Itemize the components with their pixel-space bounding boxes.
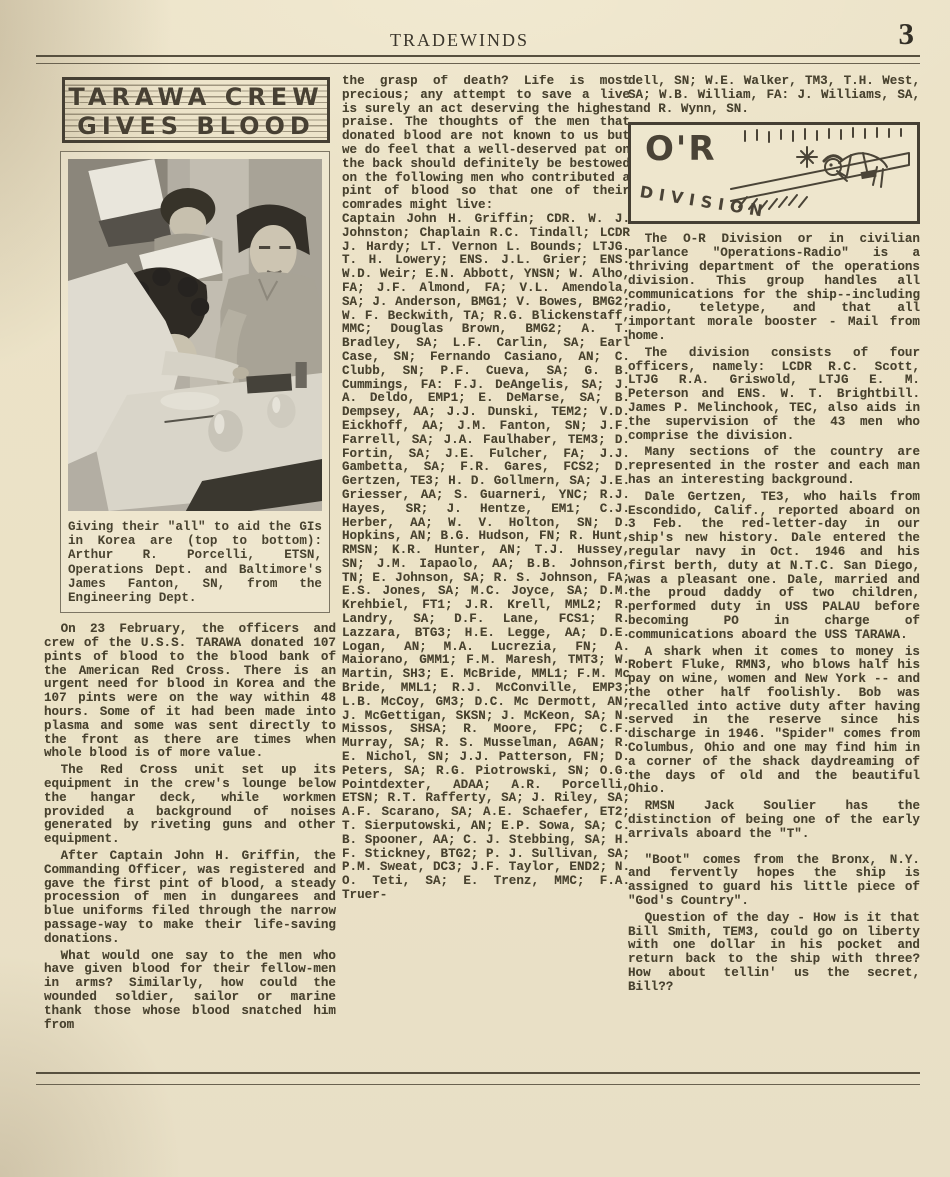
or-division-paragraph-3: Many sections of the country are represented in the roster and each man has an interesting background. [628, 445, 920, 487]
or-division-paragraph-7: "Boot" comes from the Bronx, N.Y. and fervently hopes the ship is assigned to guard his little piece of "God's Country". [628, 852, 920, 909]
blood-article-paragraph-1: On 23 February, the officers and crew of the U.S.S. TARAWA donated 107 pints of blood to the blood bank of the American Red Cross. There is an urgent need for blood in Korea and the 107 pints were on the way within 48 hours. Some of it had been made into plasma and some was sent directly to the front as there are times when whole blood is of more value. [44, 622, 336, 761]
page-number: 3 [898, 16, 914, 51]
radio-operator-cartoon-icon [729, 127, 915, 221]
middle-column [342, 75, 630, 1073]
left-column [44, 75, 336, 1075]
masthead-title: TRADEWINDS [390, 30, 529, 50]
or-division-paragraph-2: The division consists of four officers, namely: LCDR R.C. Scott, LTJG R.A. Griswold, LTJG E. M. Peterson and ENS. W. T. Brightbill. James P. Melinchook, TEC, also aids in the supervision of the 43 men who comprise the division. [628, 345, 920, 443]
photo-caption: Giving their "all" to aid the GIs in Korea are (top to bottom): Arthur R. Porcelli, ETSN, Operations Dept. and Baltimore's James Fanton, SN, from the Engineering Dept. [68, 520, 322, 606]
or-division-paragraph-4: Dale Gertzen, TE3, who hails from Escondido, Calif., reported aboard on 3 Feb. the red-letter-day in our ship's new history. Dale entered the regular navy in Oct. 1946 and his first berth, duty at N.T.C. San Diego, was a pleasant one. Dale, married and the proud daddy of two children, performed duty in USS PALAU before becoming PO in charge of communications aboard the USS TARAWA. [628, 489, 920, 642]
or-division-header-box [628, 122, 920, 224]
header-double-rule [36, 55, 920, 64]
or-division-paragraph-6: RMSN Jack Soulier has the distinction of being one of the early arrivals aboard the "T". [628, 799, 920, 841]
blood-article-paragraph-3: After Captain John H. Griffin, the Commanding Officer, was registered and gave the first pint of blood, a steady procession of men in dungarees and blue uniforms filed through the narrow passage-way to make their life-saving donations. [44, 848, 336, 946]
blood-article-paragraph-2: The Red Cross unit set up its equipment in the crew's lounge below the hangar deck, while workmen provided a background of noises generated by riveting guns and other equipment. [44, 763, 336, 847]
or-division-paragraph-5: A shark when it comes to money is Robert Fluke, RMN3, who blows half his pay on wine, women and New York -- and the other half foolishly. Bob was recalled into active duty after having served in the reserve since his discharge in 1946. "Spider" comes from Columbus, Ohio and one may find him in a corner of the shack daydreaming of the days of old and the beautiful Ohio. [628, 644, 920, 797]
headline-line-2: GIVES BLOOD [77, 112, 315, 140]
blood-article-headline-box [62, 77, 330, 143]
blood-donor-roster: Captain John H. Griffin; CDR. W. J. Johnston; Chaplain R.C. Tindall; LCDR J. Hardy; LT. Vernon L. Bounds; LTJG. T. H. Lowery; ENS. J.L. Grier; ENS. W.D. Weir; E.N. Abbott, YNSN; W. Alho, FA; J.F. Almond, FA; V.L. Amendola, SA; J. Anderson, BMG1; V. Bowes, BMG2; W. F. Beckwith, TA; R.G. Blickenstaff, MMC; Douglas Brown, BMG2; A. T. Bradley, SA; L.F. Carlin, SA; Earl Case, SN; Fernando Casiano, AN; C. Clubb, SN; P.F. Cueva, SA; G. B. Cummings, FA: F.J. DeAngelis, SA; J. A. Deldo, EMP1; E. DeMarse, SA; B. Dempsey, AA; J.J. Dunski, TEM2; V.D. Eickhoff, AA; J.M. Fanton, SN; J.F. Farrell, SA; J.A. Faulhaber, TEM3; D. Fortin, SA; J.E. Fulcher, FA; J.J. Gambetta, SA; F.R. Gares, FCS2; D. Gertzen, TE3; H. D. Gollmern, SA; J.E. Griesser, AA; S. Guarneri, YNC; R.J. Hayes, SR; J. Hentze, EM1; C.J. Herber, AA; W. V. Holton, SN; D. Hopkins, AN; B.G. Hudson, FN; R. Hunt, RMSN; K.R. Hunter, AN; T.J. Hussey, SN; J.M. Iapaolo, AA; B.B. Johnson, TN; E. Johnson, SA; R. S. Johnson, FA; E.S. Jones, SA; M.C. Joyce, SA; D.M. Krehbiel, FT1; J.R. Krell, MML2; R. Landry, SA; D.F. Lane, FCS1; R. Lazzara, BTG3; H.E. Legge, AA; D.E. Logan, AN; M.A. Lucrezia, FN; A. Maiorano, GMM1; F.M. Maresh, TMT3; W. Martin, SH3; E. McBride, MML1; F.M. Mc Bride, MML1; R.J. McConville, EMP3; L.B. McCoy, GM3; D.C. Mc Dermott, AN; J. McGettigan, SKSN; J. McKeon, SA; N. Missos, SHSA; R. Moore, FPC; C.F. Murray, SA; R. S. Musselman, AGAN; R. E. Nichol, SN; J.J. Patterson, FN; D. Peters, SA; R.G. Piotrowski, SN; O.G. Pointdexter, ADAA; A.R. Porcelli, ETSN; R.T. Rafferty, SA; J. Riley, SA; A.F. Scarano, SA; A.E. Schaefer, ET2; T. Sierputowski, AN; E.P. Sowa, SA; C. B. Spooner, AA; C. J. Stebbing, SA; H. F. Stickney, BTG2; P. J. Sullivan, SA; P.M. Sweat, DC3; J.F. Taylor, END2; N. O. Teti, SA; E. Trenz, MMC; F.A. Truer- [342, 211, 630, 903]
footer-double-rule [36, 1072, 920, 1085]
or-division-paragraph-8: Question of the day - How is it that Bill Smith, TEM3, could go on liberty with one dollar in his pocket and return back to the ship with three? How about tellin' us the secret, Bill?? [628, 910, 920, 994]
blood-donation-photo [68, 159, 322, 511]
or-division-subtitle: DIVISION [638, 182, 770, 222]
or-division-title: O'R [645, 129, 717, 170]
or-division-paragraph-1: The O-R Division or in civilian parlance "Operations-Radio" is a thriving department of the operations division. This group handles all communications for the ship--including radio, teletype, and that all important morale booster - Mail from home. [628, 232, 920, 343]
blood-donation-photo-illustration [68, 159, 322, 511]
blood-article-continuation: the grasp of death? Life is most precious; any attempt to save a live is surely an act deserving the highest praise. The thoughts of the men that donated blood are not known to us but we do feel that a well-deserved pat on the back should definitely be bestowed on the following men who contributed a pint of blood so that one of their comrades might live: [342, 75, 630, 213]
blood-donor-roster-end: dell, SN; W.E. Walker, TM3, T.H. West, SA; W.B. William, FA: J. Williams, SA, and R. Wynn, SN. [628, 75, 920, 116]
headline-line-1: TARAWA CREW [68, 83, 324, 111]
blood-donation-photo-figure [60, 151, 330, 613]
blood-article-paragraph-4: What would one say to the men who have given blood for their fellow-men in arms? Similarly, how could the wounded soldier, sailor or marine thank those whose blood snatched him from [44, 948, 336, 1032]
right-column [628, 75, 920, 1073]
